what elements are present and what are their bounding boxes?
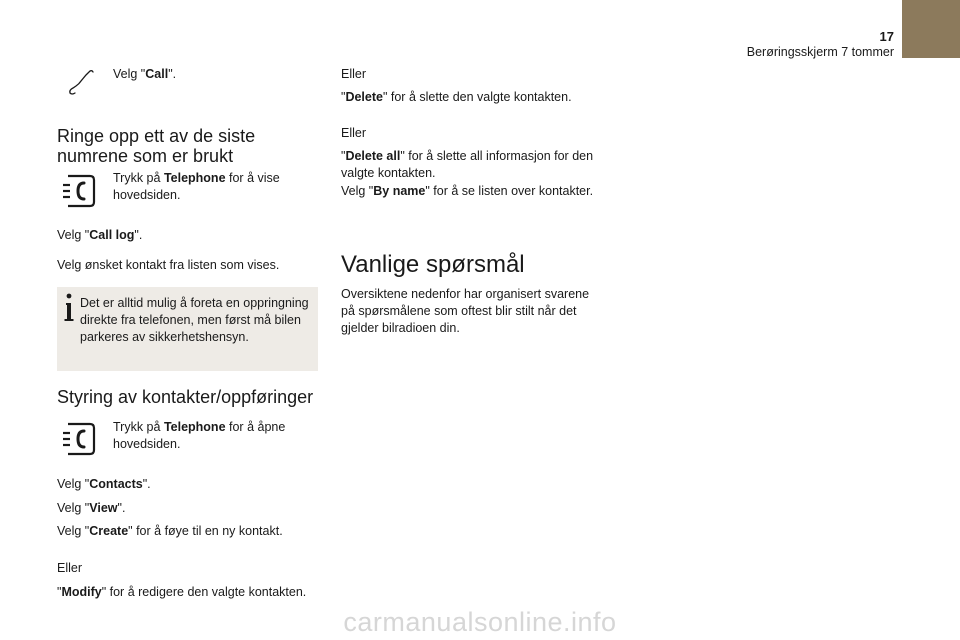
recent-step-telephone: Trykk på Telephone for å vise hovedsiden.: [113, 171, 280, 202]
phone-screen-icon: [60, 421, 96, 457]
contacts-step-modify: "Modify" for å redigere den valgte kontakten.: [57, 585, 307, 599]
call-step: Velg "Call".: [113, 67, 177, 81]
or-label: Eller: [57, 561, 83, 575]
heading-faq: Vanlige spørsmål: [341, 251, 525, 278]
heading-contacts: Styring av kontakter/oppføringer: [57, 387, 314, 407]
delete-all-step: "Delete all" for å slette all informasjon for den valgte kontakten.: [341, 149, 594, 180]
section-title: Berøringsskjerm 7 tommer: [746, 45, 894, 59]
page-number: 17: [879, 29, 894, 44]
info-icon: [61, 292, 77, 324]
or-label: Eller: [341, 126, 367, 140]
or-label: Eller: [341, 67, 367, 81]
chapter-tab: [902, 0, 960, 58]
delete-step: "Delete" for å slette den valgte kontakten.: [341, 90, 572, 104]
faq-intro: Oversiktene nedenfor har organisert svarene på spørsmålene som oftest blir stilt når det gjelder bilradioen din.: [341, 287, 590, 335]
recent-step-select-contact: Velg ønsket kontakt fra listen som vises.: [57, 258, 280, 272]
by-name-step: Velg "By name" for å se listen over kontakter.: [341, 184, 594, 198]
recent-step-call-log: Velg "Call log".: [57, 228, 143, 242]
watermark: carmanualsonline.info: [343, 607, 617, 637]
handset-icon: [66, 66, 98, 98]
contacts-step-create: Velg "Create" for å føye til en ny kontakt.: [57, 524, 283, 538]
contacts-step-contacts: Velg "Contacts".: [57, 477, 151, 491]
heading-recent-numbers: Ringe opp ett av de siste numrene som er brukt: [57, 126, 256, 166]
contacts-step-telephone: Trykk på Telephone for å åpne hovedsiden.: [113, 420, 286, 451]
phone-screen-icon: [60, 173, 96, 209]
contacts-step-view: Velg "View".: [57, 501, 126, 515]
note-text: Det er alltid mulig å foreta en oppringning direkte fra telefonen, men først må bilen parkeres av sikkerhetshensyn.: [80, 296, 309, 344]
